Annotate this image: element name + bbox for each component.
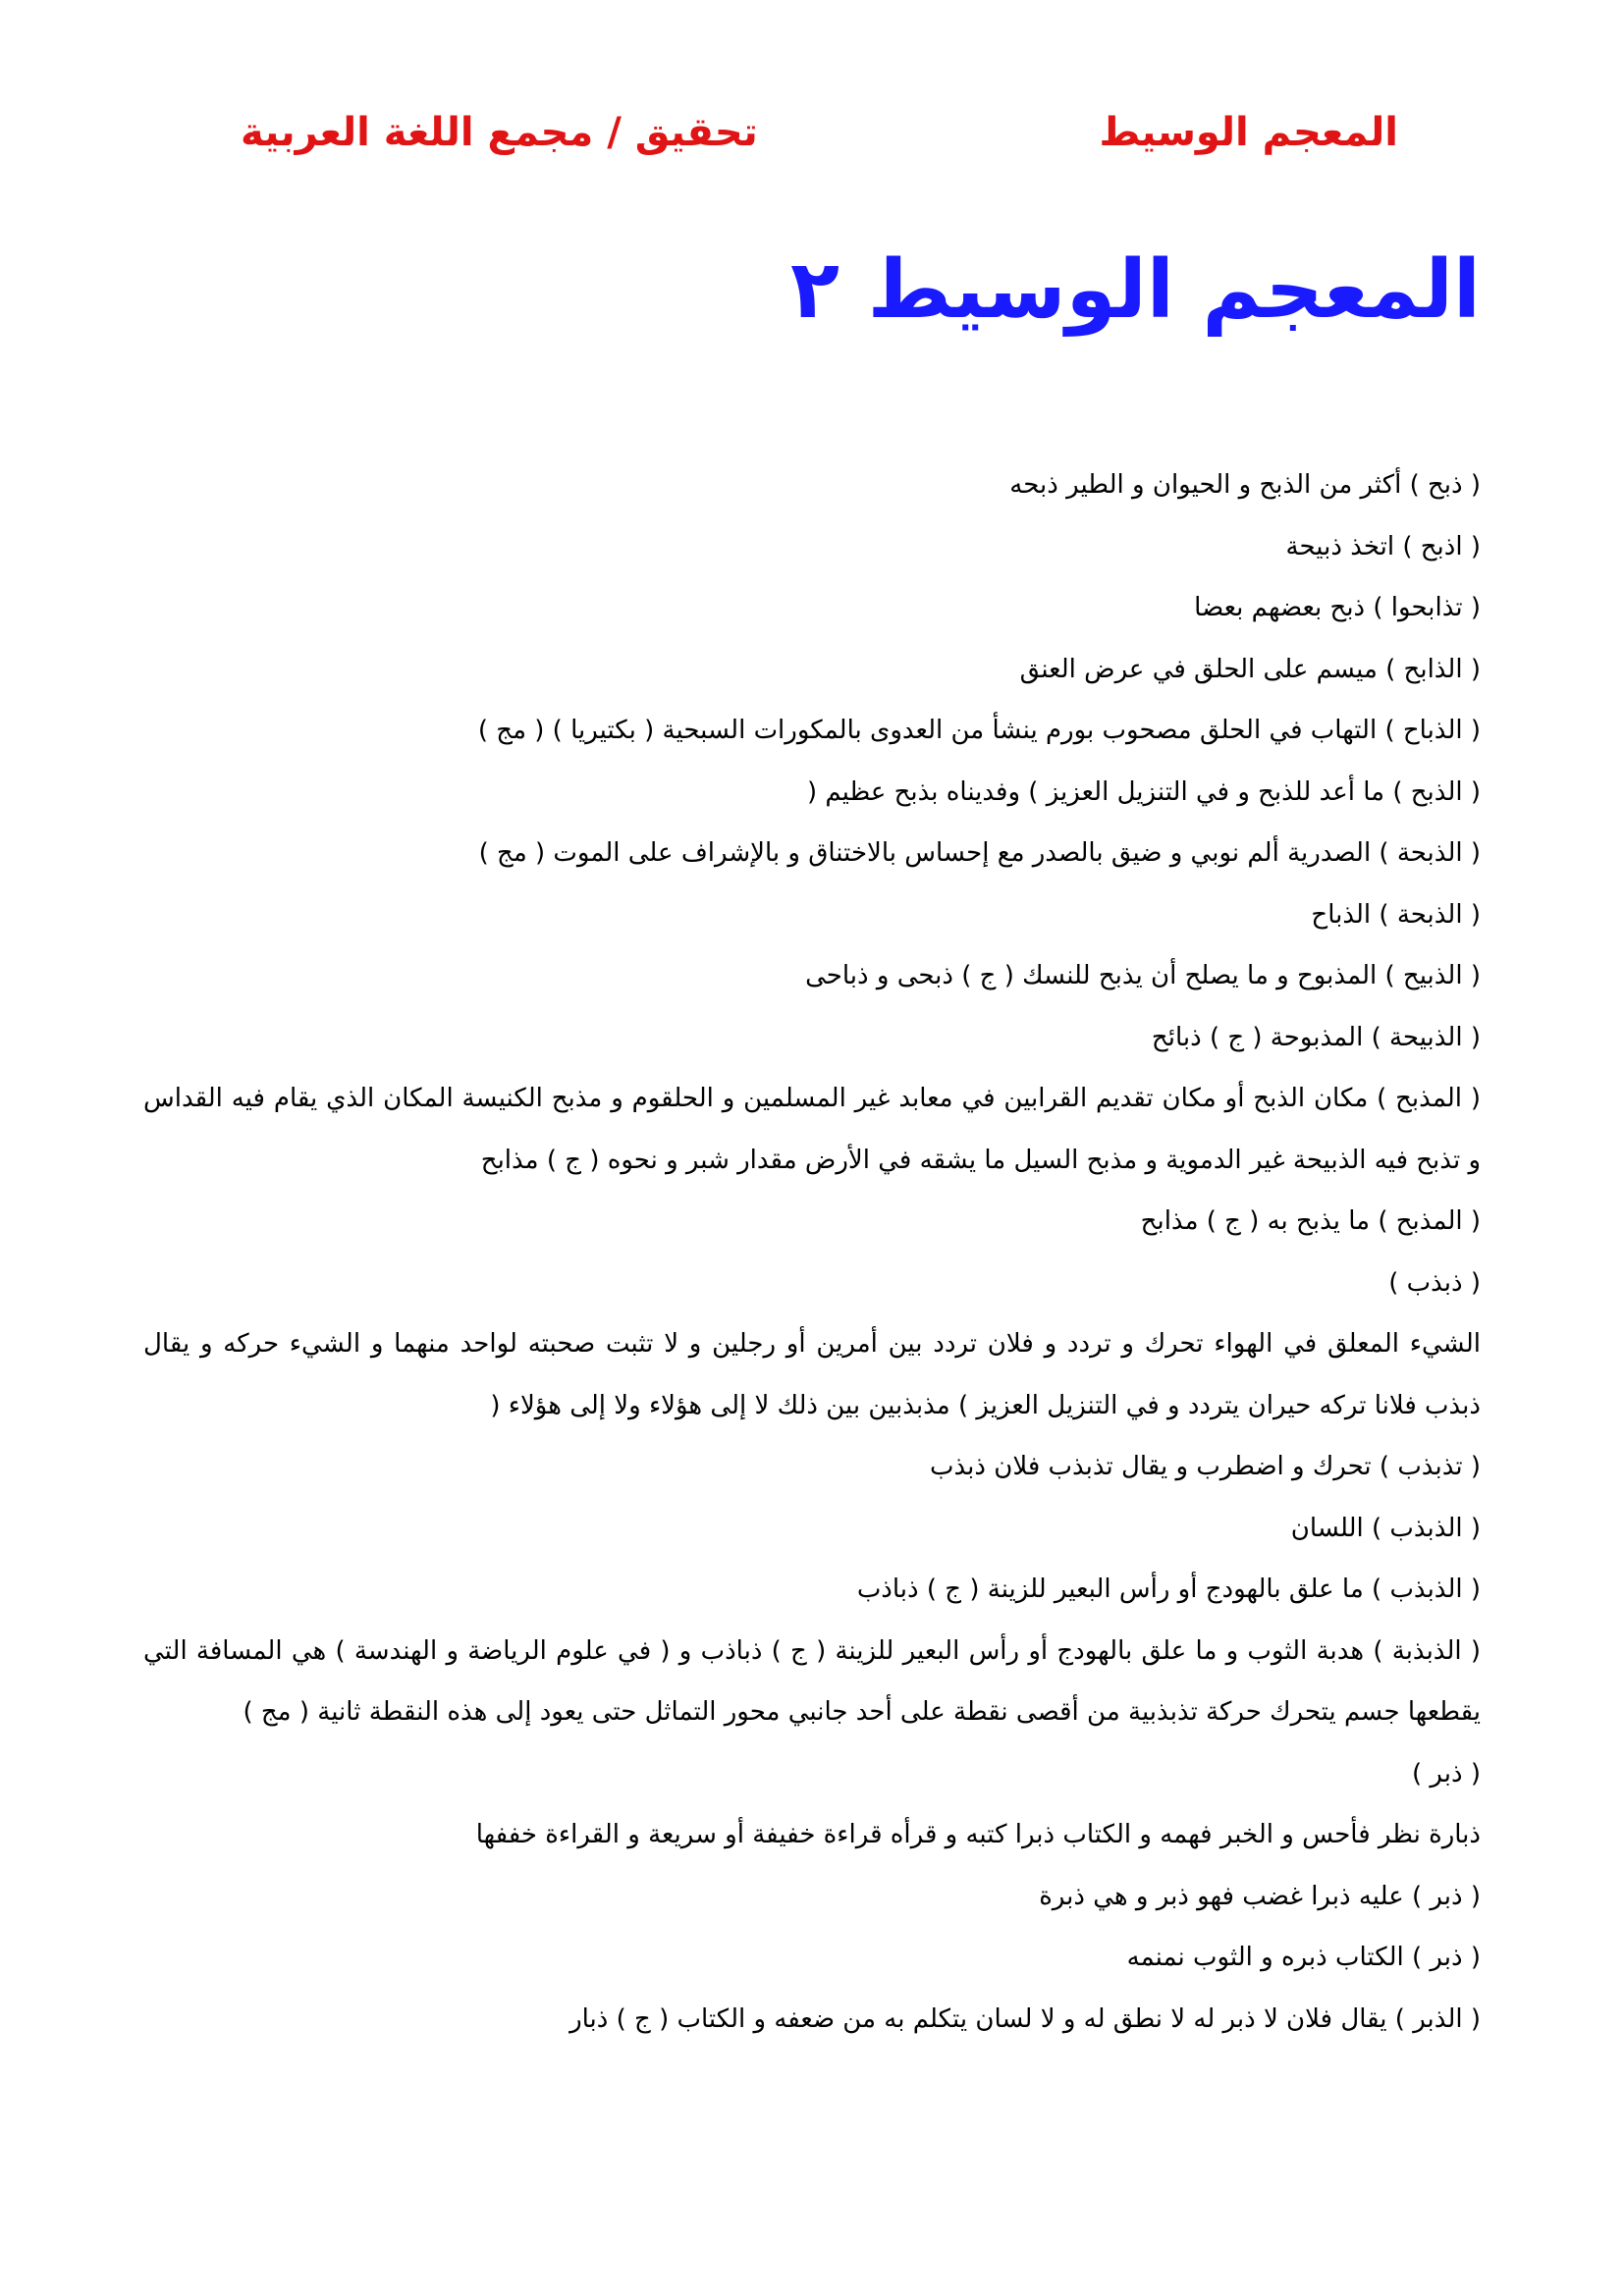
entry-line: ( الذبحة ) الصدرية ألم نوبي و ضيق بالصدر مع إحساس بالاختناق و بالإشراف على الموت ( مج )	[478, 838, 1481, 868]
header-dictionary-title: المعجم الوسيط	[1099, 110, 1398, 155]
entry-line: ( تذبذب ) تحرك و اضطرب و يقال تذبذب فلان ذبذب	[930, 1452, 1481, 1481]
entry-line: ذبارة نظر فأحس و الخبر فهمه و الكتاب ذبرا كتبه و قرأه قراءة خفيفة أو سريعة و القراءة خففها	[475, 1820, 1481, 1849]
entry-paragraph: الشيء المعلق في الهواء تحرك و تردد و فلان تردد بين أمرين أو رجلين و لا تثبت صحبته لواحد منهما و الشيء حركه و يقال ذبذب فلانا تركه حيران يتردد و في التنزيل العزيز ) مذبذبين بين ذلك لا إلى هؤلاء ولا إلى هؤلاء (	[143, 1329, 1481, 1420]
entry-line: ( الذبيحة ) المذبوحة ( ج ) ذبائح	[1151, 1022, 1481, 1052]
entry-line: ( الذبحة ) الذباح	[1311, 899, 1481, 930]
entry-line: ( الذبر ) يقال فلان لا ذبر له لا نطق له و لا لسان يتكلم به من ضعفه و الكتاب ( ج ) ذبار	[569, 2003, 1481, 2034]
entry-line: ( الذابح ) ميسم على الحلق في عرض العنق	[1019, 654, 1481, 684]
entry-line: ( المذبح ) ما يذبح به ( ج ) مذابح	[1140, 1206, 1481, 1236]
page-title: المعجم الوسيط ٢	[790, 243, 1481, 337]
entry-line: ( الذبذب ) اللسان	[1290, 1513, 1481, 1543]
entry-line: ( ذبر ) عليه ذبرا غضب فهو ذبر و هي ذبرة	[1039, 1881, 1481, 1911]
header-editor-credit: تحقيق / مجمع اللغة العربية	[241, 110, 758, 155]
entry-heading: ( ذبذب )	[1388, 1267, 1481, 1298]
entry-paragraph: ( الذبذبة ) هدبة الثوب و ما علق بالهودج أو رأس البعير للزينة ( ج ) ذباذب و ( في علوم الرياضة و الهندسة ) هي المسافة التي يقطعها جسم يتحرك حركة تذبذبية من أقصى نقطة على أحد جانبي محور التماثل حتى يعود إلى هذه النقطة ثانية ( مج )	[143, 1635, 1481, 1727]
entry-line: ( تذابحوا ) ذبح بعضهم بعضا	[1194, 593, 1481, 622]
entry-line: ( الذباح ) التهاب في الحلق مصحوب بورم ينشأ من العدوى بالمكورات السبحية ( بكتيريا ) ( مج )	[477, 716, 1481, 745]
dictionary-entries	[143, 454, 1481, 2050]
entry-line: ( الذبح ) ما أعد للذبح و في التنزيل العزيز ) وفديناه بذبح عظيم (	[806, 776, 1481, 807]
entry-line: ( ذبح ) أكثر من الذبح و الحيوان و الطير ذبحه	[1009, 470, 1481, 500]
entry-line: ( اذبح ) اتخذ ذبيحة	[1285, 531, 1481, 561]
entry-line: ( الذبذب ) ما علق بالهودج أو رأس البعير للزينة ( ج ) ذباذب	[856, 1575, 1481, 1604]
entry-heading: ( ذبر )	[1412, 1758, 1481, 1789]
entry-paragraph: ( المذبح ) مكان الذبح أو مكان تقديم القرابين في معابد غير المسلمين و الحلقوم و مذبح الكنيسة المكان الذي يقام فيه القداس و تذبح فيه الذبيحة غير الدموية و مذبح السيل ما يشقه في الأرض مقدار شبر و نحوه ( ج ) مذابح	[143, 1084, 1481, 1175]
entry-line: ( الذبيح ) المذبوح و ما يصلح أن يذبح للنسك ( ج ) ذبحى و ذباحى	[805, 961, 1481, 990]
entry-line: ( ذبر ) الكتاب ذبره و الثوب نمنمه	[1126, 1943, 1481, 1972]
